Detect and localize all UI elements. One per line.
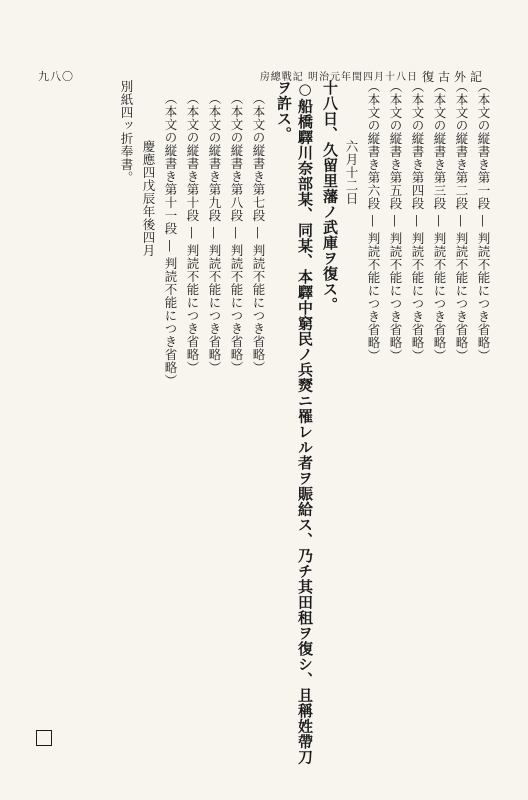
section-title: 房總戰記 明治元年閏四月十八日	[259, 72, 418, 83]
text-column: （本文の縦書き第十段 — 判読不能につき省略）	[185, 92, 200, 374]
text-column: （本文の縦書き第十一段 — 判読不能につき省略）	[163, 92, 178, 387]
text-column: （本文の縦書き第九段 — 判読不能につき省略）	[207, 92, 222, 374]
text-column: （本文の縦書き第六段 — 判読不能につき省略）	[366, 80, 381, 362]
page-number: 九八〇	[38, 70, 74, 83]
closing-note: 別紙四ッ折奉書。	[119, 80, 134, 184]
section-heading: ○船橋驛川奈部某、同某、本驛中窮民ノ兵燹ニ罹レル者ヲ賑給ス、乃チ其田租ヲ復シ、且稱姓帶刀ヲ許ス。	[275, 80, 314, 765]
body-text	[34, 80, 494, 770]
text-column: （本文の縦書き第五段 — 判読不能につき省略）	[388, 80, 403, 362]
text-column: （本文の縦書き第一段 — 判読不能につき省略）	[476, 80, 491, 362]
closing-date: 慶應四戊辰年後四月	[141, 140, 156, 257]
text-column: （本文の縦書き第八段 — 判読不能につき省略）	[229, 92, 244, 374]
section-heading: 十八日、久留里藩ノ武庫ヲ復ス。	[321, 80, 339, 313]
text-column: （本文の縦書き第七段 — 判読不能につき省略）	[251, 92, 266, 374]
square-box-icon	[36, 730, 52, 746]
text-column: （本文の縦書き第三段 — 判読不能につき省略）	[432, 80, 447, 362]
text-column: （本文の縦書き第四段 — 判読不能につき省略）	[410, 80, 425, 362]
running-head	[0, 32, 528, 84]
date-line: 六月十二日	[344, 140, 359, 205]
book-title: 復古外記	[421, 70, 486, 84]
text-column: （本文の縦書き第二段 — 判読不能につき省略）	[454, 80, 469, 362]
